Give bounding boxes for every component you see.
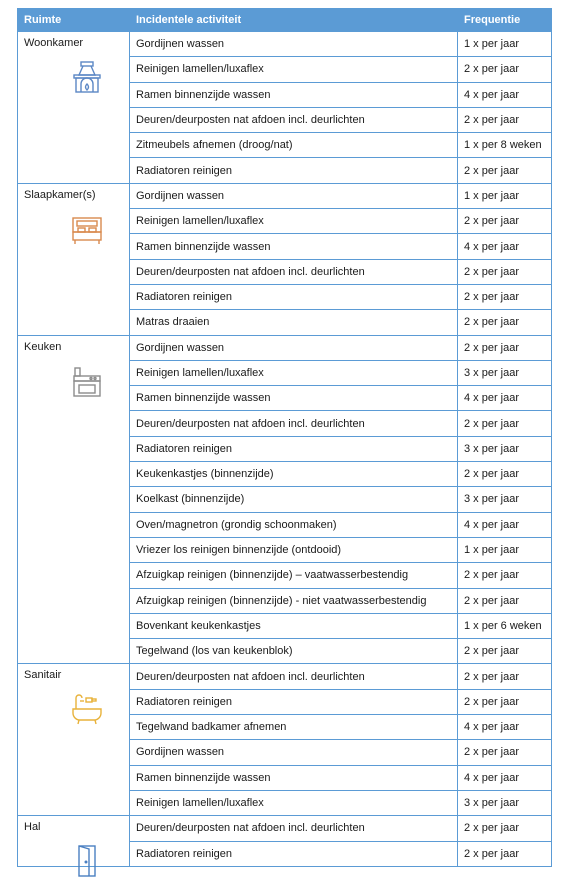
- bathtub-icon: [70, 692, 104, 726]
- activity-cell: Radiatoren reinigen: [130, 436, 458, 461]
- activity-cell: Tegelwand (los van keukenblok): [130, 639, 458, 664]
- room-name: Hal: [24, 821, 41, 834]
- frequency-cell: 4 x per jaar: [458, 715, 552, 740]
- room-name: Slaapkamer(s): [24, 188, 96, 201]
- frequency-cell: 2 x per jaar: [458, 158, 552, 183]
- door-icon: [70, 844, 104, 878]
- frequency-cell: 3 x per jaar: [458, 360, 552, 385]
- table-row: [18, 816, 552, 841]
- frequency-cell: 1 x per 8 weken: [458, 133, 552, 158]
- activity-cell: Reinigen lamellen/luxaflex: [130, 360, 458, 385]
- frequency-cell: 2 x per jaar: [458, 310, 552, 335]
- activity-cell: Ramen binnenzijde wassen: [130, 765, 458, 790]
- frequency-cell: 1 x per jaar: [458, 183, 552, 208]
- room-name: Woonkamer: [24, 37, 84, 49]
- frequency-cell: 2 x per jaar: [458, 411, 552, 436]
- fireplace-icon: [70, 60, 104, 94]
- stove-icon: [70, 364, 104, 398]
- table-row: [18, 664, 552, 689]
- activity-cell: Reinigen lamellen/luxaflex: [130, 209, 458, 234]
- activity-cell: Deuren/deurposten nat afdoen incl. deurlichten: [130, 259, 458, 284]
- activity-cell: Afzuigkap reinigen (binnenzijde) - niet vaatwasserbestendig: [130, 588, 458, 613]
- cleaning-schedule: [17, 8, 551, 867]
- activity-cell: Radiatoren reinigen: [130, 158, 458, 183]
- activity-cell: Deuren/deurposten nat afdoen incl. deurlichten: [130, 816, 458, 841]
- frequency-cell: 3 x per jaar: [458, 436, 552, 461]
- activity-cell: Koelkast (binnenzijde): [130, 487, 458, 512]
- activity-cell: Radiatoren reinigen: [130, 841, 458, 866]
- frequency-cell: 3 x per jaar: [458, 790, 552, 815]
- activity-cell: Radiatoren reinigen: [130, 284, 458, 309]
- room-cell: [18, 335, 130, 664]
- frequency-cell: 2 x per jaar: [458, 209, 552, 234]
- frequency-cell: 2 x per jaar: [458, 284, 552, 309]
- frequency-cell: 2 x per jaar: [458, 740, 552, 765]
- frequency-cell: 2 x per jaar: [458, 689, 552, 714]
- activity-cell: Zitmeubels afnemen (droog/nat): [130, 133, 458, 158]
- activity-cell: Oven/magnetron (grondig schoonmaken): [130, 512, 458, 537]
- frequency-cell: 4 x per jaar: [458, 512, 552, 537]
- header-frequentie: Frequentie: [458, 9, 552, 32]
- activity-cell: Matras draaien: [130, 310, 458, 335]
- schedule-table: [17, 8, 552, 867]
- room-cell: [18, 664, 130, 816]
- activity-cell: Reinigen lamellen/luxaflex: [130, 790, 458, 815]
- frequency-cell: 2 x per jaar: [458, 664, 552, 689]
- room-cell: [18, 32, 130, 184]
- activity-cell: Gordijnen wassen: [130, 740, 458, 765]
- activity-cell: Ramen binnenzijde wassen: [130, 234, 458, 259]
- frequency-cell: 4 x per jaar: [458, 765, 552, 790]
- bed-icon: [70, 212, 104, 246]
- room-cell: [18, 816, 130, 867]
- activity-cell: Keukenkastjes (binnenzijde): [130, 462, 458, 487]
- table-row: [18, 32, 552, 57]
- activity-cell: Deuren/deurposten nat afdoen incl. deurlichten: [130, 664, 458, 689]
- activity-cell: Gordijnen wassen: [130, 32, 458, 57]
- activity-cell: Afzuigkap reinigen (binnenzijde) – vaatwasserbestendig: [130, 563, 458, 588]
- frequency-cell: 2 x per jaar: [458, 639, 552, 664]
- activity-cell: Reinigen lamellen/luxaflex: [130, 57, 458, 82]
- frequency-cell: 2 x per jaar: [458, 841, 552, 866]
- frequency-cell: 2 x per jaar: [458, 462, 552, 487]
- frequency-cell: 1 x per jaar: [458, 537, 552, 562]
- frequency-cell: 4 x per jaar: [458, 386, 552, 411]
- frequency-cell: 2 x per jaar: [458, 588, 552, 613]
- frequency-cell: 2 x per jaar: [458, 816, 552, 841]
- activity-cell: Ramen binnenzijde wassen: [130, 82, 458, 107]
- frequency-cell: 3 x per jaar: [458, 487, 552, 512]
- activity-cell: Bovenkant keukenkastjes: [130, 613, 458, 638]
- frequency-cell: 2 x per jaar: [458, 335, 552, 360]
- activity-cell: Ramen binnenzijde wassen: [130, 386, 458, 411]
- activity-cell: Gordijnen wassen: [130, 335, 458, 360]
- frequency-cell: 2 x per jaar: [458, 259, 552, 284]
- table-row: [18, 183, 552, 208]
- table-row: [18, 335, 552, 360]
- frequency-cell: 4 x per jaar: [458, 234, 552, 259]
- activity-cell: Deuren/deurposten nat afdoen incl. deurlichten: [130, 411, 458, 436]
- frequency-cell: 2 x per jaar: [458, 57, 552, 82]
- header-ruimte: Ruimte: [18, 9, 130, 32]
- frequency-cell: 2 x per jaar: [458, 563, 552, 588]
- activity-cell: Vriezer los reinigen binnenzijde (ontdooid): [130, 537, 458, 562]
- activity-cell: Deuren/deurposten nat afdoen incl. deurlichten: [130, 107, 458, 132]
- activity-cell: Radiatoren reinigen: [130, 689, 458, 714]
- room-name: Keuken: [24, 340, 62, 353]
- header-activiteit: Incidentele activiteit: [130, 9, 458, 32]
- frequency-cell: 4 x per jaar: [458, 82, 552, 107]
- frequency-cell: 1 x per jaar: [458, 32, 552, 57]
- frequency-cell: 2 x per jaar: [458, 107, 552, 132]
- header-row: [18, 9, 552, 32]
- room-cell: [18, 183, 130, 335]
- activity-cell: Tegelwand badkamer afnemen: [130, 715, 458, 740]
- room-name: Sanitair: [24, 669, 62, 682]
- frequency-cell: 1 x per 6 weken: [458, 613, 552, 638]
- activity-cell: Gordijnen wassen: [130, 183, 458, 208]
